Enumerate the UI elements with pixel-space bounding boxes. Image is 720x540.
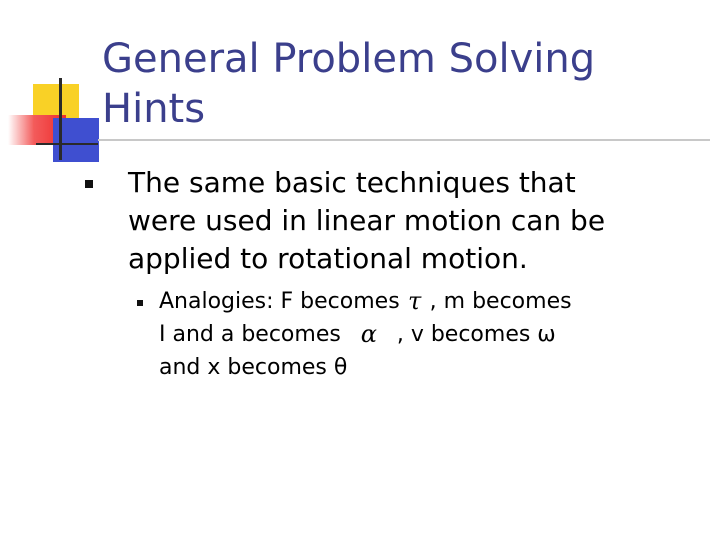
analogies-text-3: I and a becomes [159,322,341,347]
bullet-sub [159,285,719,384]
title-underline-rule [98,139,710,141]
analogies-text-2: , m becomes [429,289,572,314]
bullet-sub-line-3: and x becomes θ [159,355,348,380]
bullet-main-line-3: applied to rotational motion. [128,242,528,275]
title-decoration-horizontal-line [36,143,98,145]
slide-title-line-1: General Problem Solving [102,36,596,82]
bullet-main-line-1: The same basic techniques that [128,166,576,199]
title-decoration-vertical-line [59,78,62,160]
sub-bullet-square-icon [137,300,143,306]
tau-symbol: τ [408,287,422,315]
alpha-symbol: α [360,320,377,348]
analogies-text-4: , v becomes ω [396,322,556,347]
slide-title [102,34,702,134]
bullet-main [128,164,713,278]
bullet-sub-line-2 [159,318,719,351]
bullet-main-line-2: were used in linear motion can be [128,204,606,237]
slide-title-line-2: Hints [102,86,206,132]
bullet-square-icon [85,180,93,188]
bullet-sub-line-1 [159,285,719,318]
analogies-text-1: Analogies: F becomes [159,289,400,314]
